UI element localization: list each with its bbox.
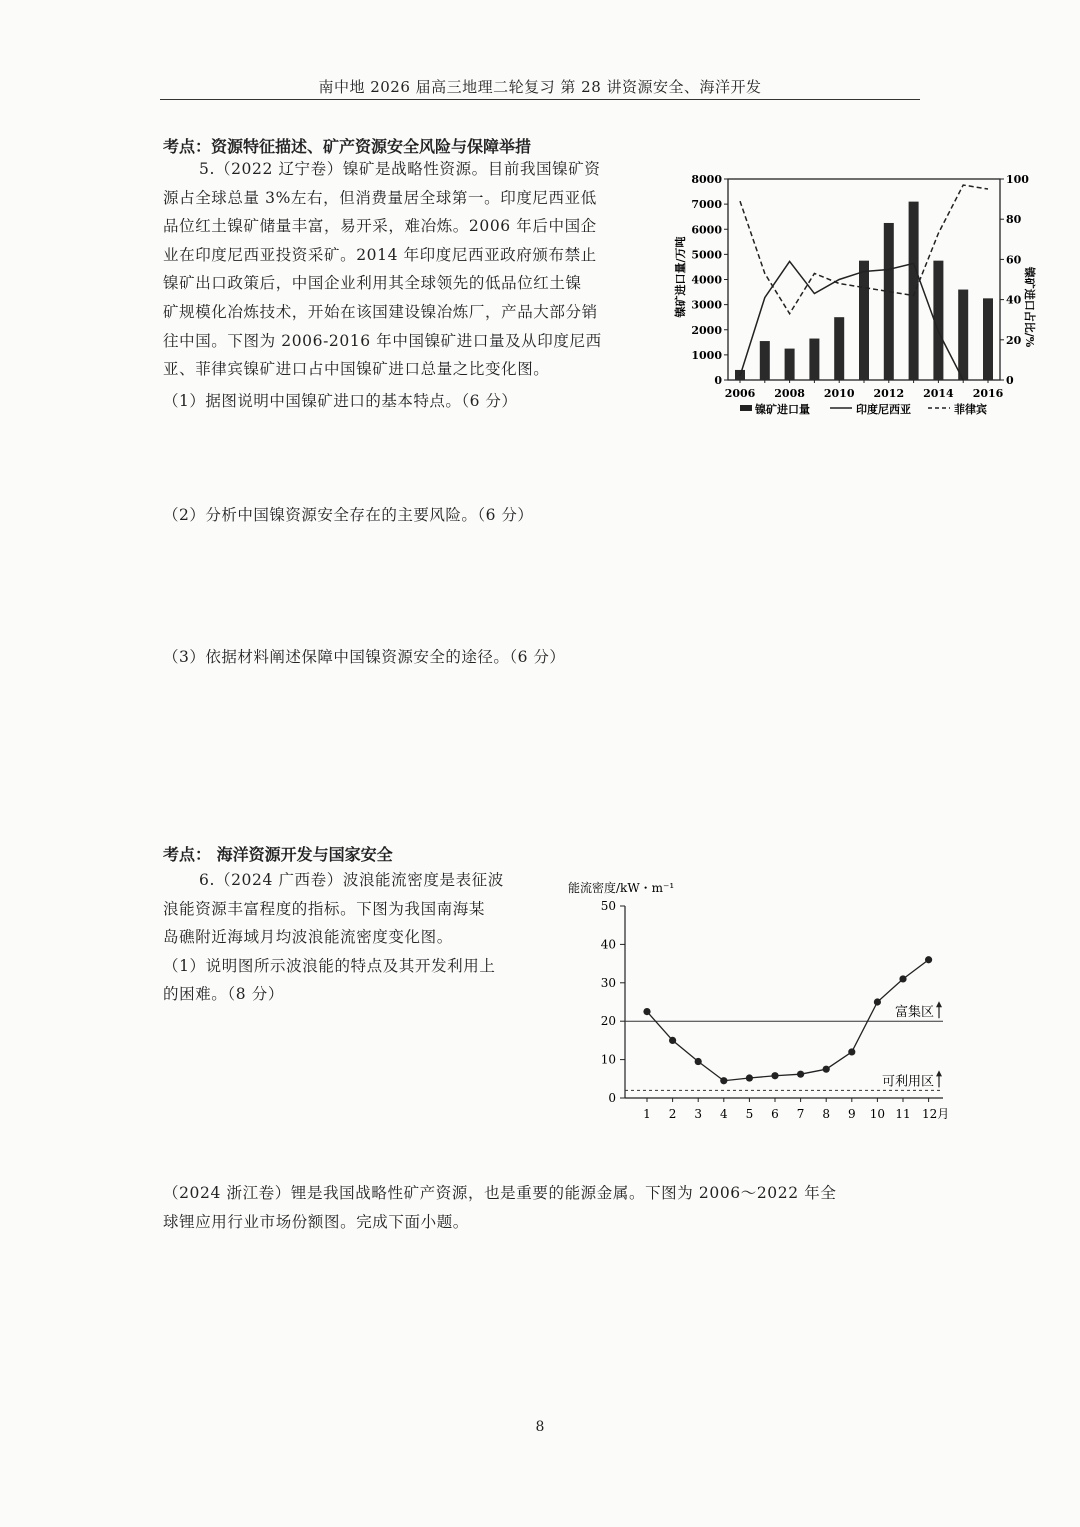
intro-line: 往中国。下图为 2006-2016 年中国镍矿进口量及从印度尼西 (163, 331, 602, 350)
legend-philippines: 菲律宾 (954, 403, 987, 416)
y-tick-label: 40 (600, 937, 616, 952)
intro-line: 矿规模化冶炼技术，开始在该国建设镍冶炼厂，产品大部分销 (163, 302, 598, 321)
intro-line: 浪能资源丰富程度的指标。下图为我国南海某 (163, 899, 486, 918)
x-tick-label: 2012 (873, 387, 905, 400)
y-tick-label: 50 (600, 899, 616, 913)
intro-line: 业在印度尼西亚投资采矿。2014 年印度尼西亚政府颁布禁止 (163, 245, 597, 264)
data-point (925, 956, 932, 963)
x-tick-label: 5 (745, 1107, 754, 1121)
intro-line: 品位红土镍矿储量丰富，易开采，难冶炼。2006 年后中国企 (163, 217, 597, 236)
y-tick-label: 30 (600, 975, 616, 990)
import-bar (859, 261, 869, 380)
data-point (797, 1071, 804, 1078)
intro-line: 亚、菲律宾镍矿进口占中国镍矿进口总量之比变化图。 (163, 360, 550, 379)
indonesia-share-line (740, 261, 963, 380)
y-tick-label: 10 (600, 1052, 616, 1067)
x-tick-label: 9 (847, 1107, 856, 1121)
intro-line: 岛礁附近海域月均波浪能流密度变化图。 (163, 928, 453, 947)
section1-heading: 考点：资源特征描述、矿产资源安全风险与保障举措 (163, 137, 532, 156)
left-tick-label: 6000 (691, 223, 722, 237)
legend-bars: 镍矿进口量 (755, 403, 810, 416)
zone-arrow-head (936, 1001, 942, 1007)
data-point (746, 1074, 753, 1081)
import-bar (760, 341, 770, 380)
right-tick-label: 0 (1006, 374, 1014, 387)
x-tick-label: 2010 (823, 387, 855, 400)
intro-line: 5.（2022 辽宁卷）镍矿是战略性资源。目前我国镍矿资 (199, 160, 601, 178)
x-tick-label: 2016 (972, 387, 1004, 400)
intro-line: 6.（2024 广西卷）波浪能流密度是表征波 (199, 871, 504, 889)
zone-label: 富集区 (894, 1005, 934, 1021)
section3-text (163, 1179, 943, 1236)
import-bar (909, 202, 919, 380)
x-tick-label: 11 (895, 1107, 911, 1121)
left-tick-label: 1000 (691, 348, 722, 362)
right-tick-label: 40 (1006, 293, 1022, 307)
y-tick-label: 20 (600, 1014, 616, 1029)
intro-line: 的困难。（8 分） (163, 985, 284, 1004)
left-tick-label: 7000 (691, 198, 722, 212)
y-axis-label: 能流密度/kW・m⁻¹ (568, 881, 675, 895)
legend-bar-swatch (740, 405, 752, 411)
y-tick-label: 0 (608, 1091, 616, 1105)
nickel-import-chart (670, 165, 1040, 425)
question-3: （3）依据材料阐述保障中国镍资源安全的途径。（6 分） (163, 648, 566, 666)
right-tick-label: 80 (1006, 213, 1022, 227)
x-tick-label: 2008 (774, 387, 805, 400)
data-point (669, 1037, 676, 1044)
wave-energy-chart (565, 872, 985, 1132)
section1-intro (163, 155, 663, 384)
x-tick-label: 10 (869, 1107, 886, 1121)
left-tick-label: 0 (714, 374, 722, 387)
text-line: （2024 浙江卷）锂是我国战略性矿产资源，也是重要的能源金属。下图为 2006～2022 年全 (163, 1184, 837, 1202)
header-rule (160, 99, 920, 100)
intro-line: 镍矿出口政策后，中国企业利用其全球领先的低品位红土镍 (163, 274, 582, 293)
x-tick-label: 6 (771, 1107, 779, 1121)
page-number: 8 (535, 1419, 545, 1435)
left-tick-label: 3000 (691, 298, 722, 312)
zone-label: 可利用区 (881, 1074, 934, 1090)
x-tick-label: 12月 (921, 1107, 950, 1121)
right-tick-label: 60 (1006, 253, 1022, 267)
header-title: 南中地 2026 届高三地理二轮复习 第 28 讲资源安全、海洋开发 (318, 78, 762, 96)
left-tick-label: 8000 (691, 173, 722, 186)
x-tick-label: 2006 (724, 387, 756, 400)
text-line: 球锂应用行业市场份额图。完成下面小题。 (163, 1212, 469, 1231)
import-bar (809, 339, 819, 380)
data-point (874, 998, 881, 1005)
import-bar (785, 349, 795, 380)
data-point (695, 1058, 702, 1065)
section2-heading: 考点： 海洋资源开发与国家安全 (163, 845, 393, 864)
section2-intro (163, 866, 563, 1009)
x-tick-label: 4 (719, 1107, 728, 1121)
x-tick-label: 8 (822, 1107, 831, 1121)
data-point (771, 1072, 778, 1079)
data-point (899, 975, 906, 982)
question-2: （2）分析中国镍资源安全存在的主要风险。（6 分） (163, 506, 534, 524)
data-point (643, 1008, 650, 1015)
intro-line: 源占全球总量 3%左右，但消费量居全球第一。印度尼西亚低 (163, 188, 597, 207)
x-tick-label: 2 (668, 1107, 677, 1121)
x-tick-label: 3 (694, 1107, 703, 1121)
import-bar (958, 290, 968, 380)
x-tick-label: 2014 (923, 387, 954, 400)
x-tick-label: 7 (796, 1107, 805, 1121)
left-axis-label: 镍矿进口量/万吨 (674, 236, 687, 318)
left-tick-label: 2000 (691, 323, 722, 337)
legend (740, 402, 987, 416)
right-axis-label: 镍矿进口占比/% (1023, 266, 1036, 348)
data-point (823, 1066, 830, 1073)
data-point (720, 1077, 727, 1084)
energy-density-line (647, 960, 929, 1081)
question-1: （1）据图说明中国镍矿进口的基本特点。（6 分） (163, 392, 518, 410)
right-tick-label: 20 (1006, 333, 1022, 347)
zone-arrow-head (936, 1070, 942, 1076)
left-tick-label: 4000 (691, 273, 722, 287)
import-bar (884, 223, 894, 380)
legend-indonesia: 印度尼西亚 (856, 403, 911, 416)
left-tick-label: 5000 (691, 248, 722, 262)
x-tick-label: 1 (643, 1107, 651, 1121)
import-bar (983, 298, 993, 380)
intro-line: （1）说明图所示波浪能的特点及其开发利用上 (163, 956, 496, 975)
import-bar (834, 317, 844, 380)
right-tick-label: 100 (1006, 173, 1029, 186)
data-point (848, 1048, 855, 1055)
